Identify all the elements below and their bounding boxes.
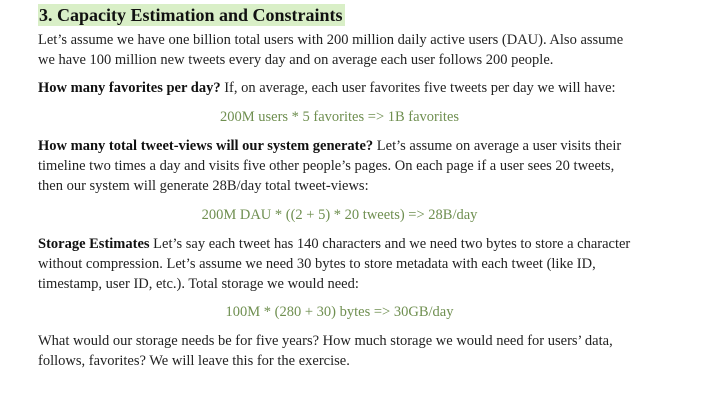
section-title: 3. Capacity Estimation and Constraints <box>39 5 343 25</box>
views-text-1: Let’s assume on average a user visits their <box>373 138 622 154</box>
storage-line-2: without compression. Let’s assume we need 30 bytes to store metadata with each tweet (like ID, <box>38 256 596 272</box>
views-question: How many total tweet-views will our system generate? <box>38 138 374 154</box>
favorites-question: How many favorites per day? <box>38 80 221 96</box>
closing-paragraph <box>38 331 668 371</box>
closing-line-1: What would our storage needs be for five years? How much storage we would need for users’ data, <box>38 333 613 349</box>
intro-line-1: Let’s assume we have one billion total users with 200 million daily active users (DAU). Also assume <box>38 32 624 48</box>
favorites-paragraph <box>38 78 668 98</box>
closing-line-2: follows, favorites? We will leave this for the exercise. <box>38 353 350 369</box>
views-line-3: then our system will generate 28B/day total tweet-views: <box>38 178 369 194</box>
storage-question: Storage Estimates <box>38 236 150 252</box>
storage-text-1: Let’s say each tweet has 140 characters and we need two bytes to store a character <box>149 236 631 252</box>
intro-paragraph <box>38 30 668 70</box>
favorites-text: If, on average, each user favorites five tweets per day we will have: <box>220 80 616 96</box>
views-formula: 200M DAU * ((2 + 5) * 20 tweets) => 28B/day <box>201 207 478 223</box>
views-paragraph <box>38 136 668 196</box>
storage-formula: 100M * (280 + 30) bytes => 30GB/day <box>225 304 454 320</box>
storage-line-3: timestamp, user ID, etc.). Total storage we would need: <box>38 276 359 292</box>
storage-paragraph <box>38 234 668 294</box>
favorites-formula: 200M users * 5 favorites => 1B favorites <box>219 109 460 125</box>
views-line-2: timeline two times a day and visits five other people’s pages. On each page if a user sees 20 tweets, <box>38 158 615 174</box>
intro-line-2: we have 100 million new tweets every day and on average each user follows 200 people. <box>38 52 554 68</box>
